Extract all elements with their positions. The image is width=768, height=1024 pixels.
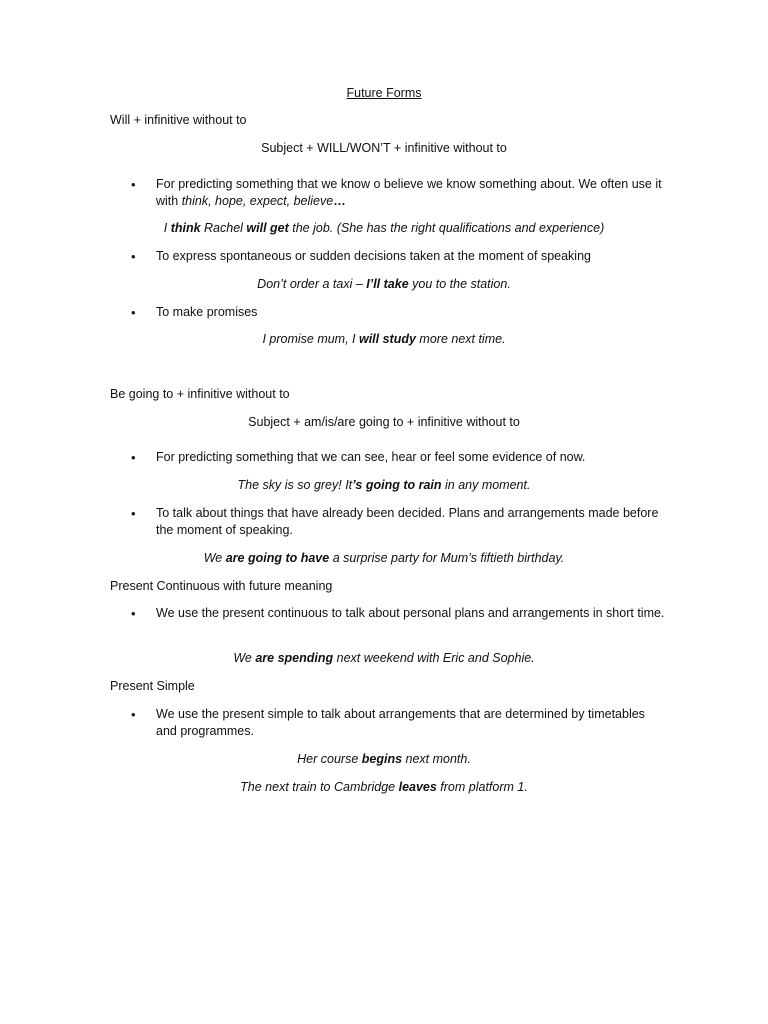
bullet-marker: •: [131, 506, 136, 521]
bullet-marker: •: [131, 450, 136, 465]
example-text: you to the station.: [408, 277, 511, 291]
bullet-present-simple: We use the present simple to talk about arrangements that are determined by timetables and programmes.: [156, 707, 645, 738]
bullet-text-end: …: [333, 194, 346, 208]
example-present-simple-1: [0, 751, 768, 768]
example-bold: I’ll take: [366, 277, 409, 291]
bullet-will-spontaneous: To express spontaneous or sudden decisions taken at the moment of speaking: [156, 249, 591, 263]
example-bold: ’s going to rain: [352, 478, 442, 492]
bullet-present-continuous: We use the present continuous to talk about personal plans and arrangements in short time.: [156, 606, 665, 620]
bullet-marker: •: [131, 606, 136, 621]
example-text: Rachel: [200, 221, 247, 235]
example-text: in any moment.: [441, 478, 531, 492]
example-text: Her course: [297, 752, 362, 766]
formula-going-to: Subject + am/is/are going to + infinitive without to: [248, 415, 520, 429]
bullet-will-promises: To make promises: [156, 305, 258, 319]
example-text: Don’t order a taxi –: [257, 277, 367, 291]
example-will-promises: [0, 331, 768, 348]
example-text: more next time.: [415, 332, 506, 346]
bullet-marker: •: [131, 177, 136, 192]
example-present-continuous: [0, 650, 768, 667]
example-text: We: [233, 651, 256, 665]
bullet-going-to-evidence: For predicting something that we can see, hear or feel some evidence of now.: [156, 450, 586, 464]
bullet-will-predicting: [156, 176, 666, 210]
example-text: We: [203, 551, 226, 565]
example-text: I: [163, 221, 171, 235]
bullet-marker: •: [131, 249, 136, 264]
example-text: next weekend with Eric and Sophie.: [333, 651, 535, 665]
bullet-marker: •: [131, 305, 136, 320]
example-text: a surprise party for Mum’s fiftieth birthday.: [329, 551, 565, 565]
bullet-text-italic: think, hope, expect, believe: [181, 194, 334, 208]
example-bold: think: [170, 221, 201, 235]
section-heading-present-continuous: Present Continuous with future meaning: [110, 579, 333, 593]
example-bold: are spending: [255, 651, 334, 665]
bullet-marker: •: [131, 707, 136, 722]
example-going-to-evidence: [0, 477, 768, 494]
example-will-predicting: [0, 220, 768, 237]
bullet-text: For predicting something that we know o believe we know something about. We often use it with: [156, 177, 662, 208]
section-heading-will: Will + infinitive without to: [110, 113, 247, 127]
example-text: from platform 1.: [436, 780, 528, 794]
section-heading-present-simple: Present Simple: [110, 679, 195, 693]
example-text: The sky is so grey! It: [237, 478, 353, 492]
section-heading-going-to: Be going to + infinitive without to: [110, 387, 290, 401]
example-bold: leaves: [398, 780, 437, 794]
example-text: The next train to Cambridge: [240, 780, 399, 794]
example-text: the job. (She has the right qualifications and experience): [288, 221, 605, 235]
bullet-going-to-plans: To talk about things that have already been decided. Plans and arrangements made before the moment of speaking.: [156, 506, 659, 537]
example-bold: will study: [358, 332, 416, 346]
example-will-spontaneous: [0, 276, 768, 293]
example-text: I promise mum, I: [262, 332, 359, 346]
page-title: Future Forms: [346, 86, 422, 100]
example-bold: begins: [361, 752, 403, 766]
example-present-simple-2: [0, 779, 768, 796]
example-going-to-plans: [0, 550, 768, 567]
formula-will: Subject + WILL/WON’T + infinitive without to: [261, 141, 507, 155]
example-bold: will get: [246, 221, 289, 235]
example-bold: are going to have: [225, 551, 330, 565]
example-text: next month.: [402, 752, 471, 766]
